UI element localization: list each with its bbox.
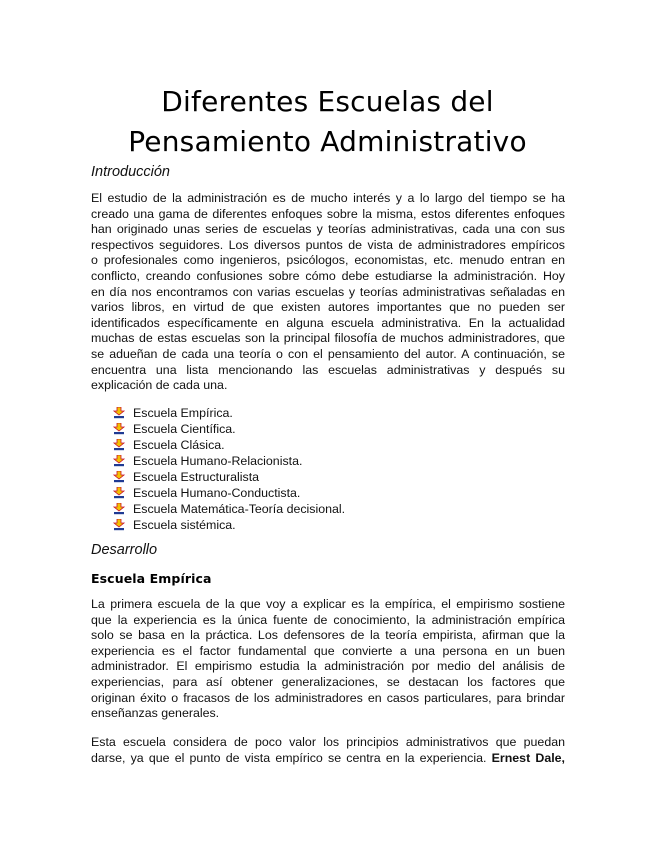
list-item-label: Escuela Estructuralista xyxy=(133,470,260,484)
paragraph-line: Esta escuela considera de poco valor los principios administrativos que puedan xyxy=(91,735,565,749)
arrow-bullet-icon xyxy=(113,487,125,499)
heading-desarrollo: Desarrollo xyxy=(91,542,158,558)
paragraph-line: que la experiencia es la única fuente de conocimiento, la administración empírica xyxy=(91,612,565,627)
desarrollo-paragraph-1 xyxy=(91,597,565,722)
paragraph-line: o profesionales como ingenieros, psicólogos, economistas, etc. menudo entran en xyxy=(91,253,565,268)
author-name: Ernest Dale, xyxy=(491,750,565,765)
title-line-2: Pensamiento Administrativo xyxy=(128,125,527,158)
paragraph-line: administrador. El empirismo estudia la administración por medio del análisis de xyxy=(91,659,565,674)
list-item xyxy=(113,469,345,485)
paragraph-line: han originado unas series de escuelas y teorías administrativas, cada una con sus xyxy=(91,222,565,237)
list-item-label: Escuela Matemática-Teoría decisional. xyxy=(133,502,346,516)
paragraph-line: originan éxito o fracasos de los administradores en casos particulares, para brindar xyxy=(91,690,565,705)
list-item xyxy=(113,421,345,437)
paragraph-line: La primera escuela de la que voy a explicar es la empírica, el empirismo sostiene xyxy=(91,597,565,611)
arrow-bullet-icon xyxy=(113,439,125,451)
list-item xyxy=(113,517,345,533)
list-item-label: Escuela Clásica. xyxy=(133,438,225,452)
arrow-bullet-icon xyxy=(113,519,125,531)
arrow-bullet-icon xyxy=(113,407,125,419)
paragraph-line: experiencia es el factor fundamental que convierte a una persona en un buen xyxy=(91,643,565,658)
paragraph-line: solo se basa en la práctica. Los defensores de la teoría empirista, afirman que la xyxy=(91,628,565,643)
subheading-escuela-empirica: Escuela Empírica xyxy=(91,571,212,586)
paragraph-line: se adueñan de cada una teoría o con el pensamiento del autor. A continuación, se xyxy=(91,346,565,361)
desarrollo-paragraph-2 xyxy=(91,735,565,766)
paragraph-text: darse, ya que el punto de vista empírico se centra en la experiencia. xyxy=(91,750,487,765)
list-item xyxy=(113,485,345,501)
arrow-bullet-icon xyxy=(113,423,125,435)
list-item xyxy=(113,453,345,469)
paragraph-line: varios libros, en virtud de que existen autores importantes que no pueden ser xyxy=(91,300,565,315)
paragraph-line: experiencias, para así obtener generalizaciones, se destacan los factores que xyxy=(91,674,565,689)
paragraph-line: en día nos encontramos con varias escuelas y teorías administrativas señaladas en xyxy=(91,284,565,299)
arrow-bullet-icon xyxy=(113,503,125,515)
paragraph-line: conflicto, creando confusiones sobre cómo debe estudiarse la administración. Hoy xyxy=(91,268,565,283)
paragraph-line: enseñanzas generales. xyxy=(91,706,220,721)
list-item xyxy=(113,405,345,421)
paragraph-line: explicación de cada una. xyxy=(91,378,228,393)
list-item-label: Escuela Humano-Relacionista. xyxy=(133,454,303,468)
list-item xyxy=(113,501,345,517)
paragraph-line: respectivos seguidores. Los diversos puntos de vista de administradores empíricos xyxy=(91,237,565,252)
list-item-label: Escuela Humano-Conductista. xyxy=(133,486,301,500)
arrow-bullet-icon xyxy=(113,455,125,467)
list-item-label: Escuela Empírica. xyxy=(133,406,233,420)
paragraph-line: muchas de estas escuelas son la principal filosofía de muchos administradores, que xyxy=(91,331,565,346)
intro-paragraph xyxy=(91,191,565,394)
title-line-1: Diferentes Escuelas del xyxy=(161,85,494,118)
paragraph-line xyxy=(91,751,565,767)
list-item-label: Escuela Científica. xyxy=(133,422,236,436)
escuelas-list xyxy=(113,405,345,533)
paragraph-line: encuentra una lista mencionando las escuelas administrativas y después su xyxy=(91,362,565,377)
list-item-label: Escuela sistémica. xyxy=(133,518,236,532)
paragraph-line: El estudio de la administración es de mucho interés y a lo largo del tiempo se ha xyxy=(91,191,565,205)
paragraph-line: identificados específicamente en alguna escuela administrativa. En la actualidad xyxy=(91,315,565,330)
paragraph-line: creado una gama de diferentes enfoques sobre la misma, estos diferentes enfoques xyxy=(91,206,565,221)
heading-introduccion: Introducción xyxy=(91,164,170,180)
list-item xyxy=(113,437,345,453)
arrow-bullet-icon xyxy=(113,471,125,483)
